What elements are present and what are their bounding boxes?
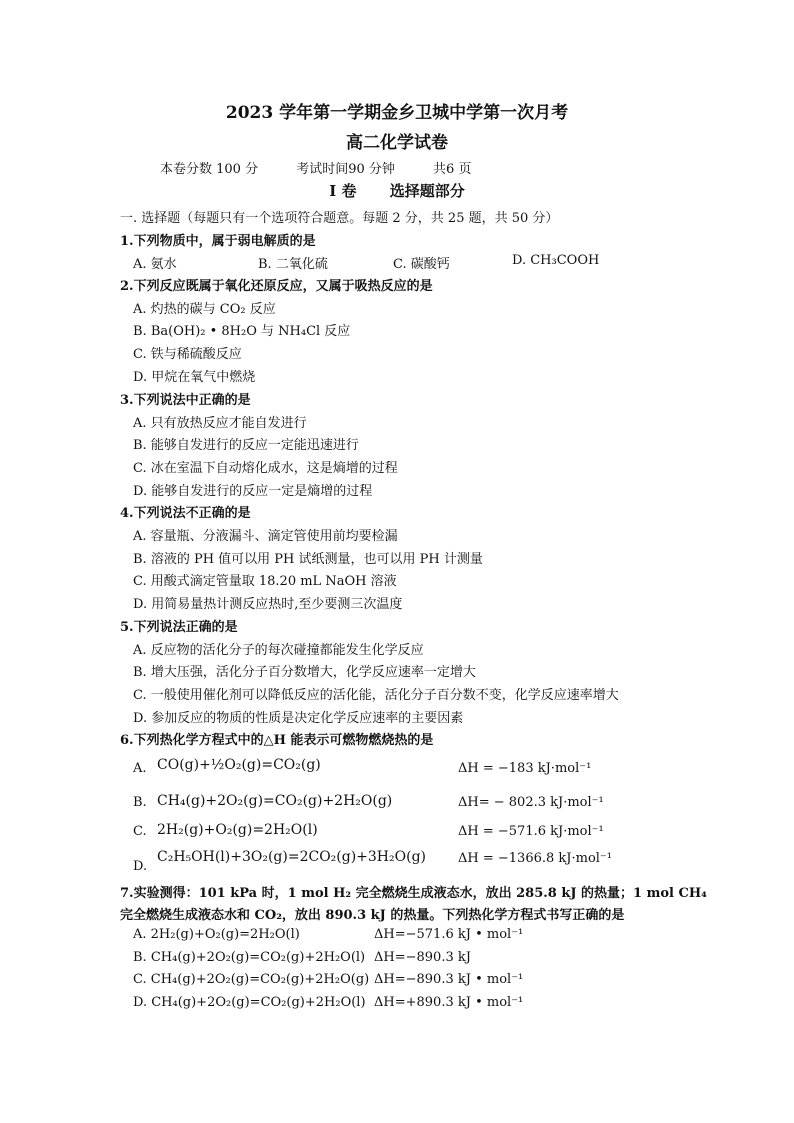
exam-subtitle: 高二化学试卷 <box>346 133 448 153</box>
question-6-dh-c: ΔH = −571.6 kJ·mol⁻¹ <box>458 824 604 839</box>
info-time: 考试时间90 分钟 <box>296 162 395 177</box>
question-6-dh-d: ΔH = −1366.8 kJ·mol⁻¹ <box>458 851 613 866</box>
question-6-stem: 6.下列热化学方程式中的△H 能表示可燃物燃烧热的是 <box>120 733 434 748</box>
question-6-label-c: C. <box>133 824 147 839</box>
question-6-label-d: D. <box>133 859 148 874</box>
question-3-option-c: C. 冰在室温下自动熔化成水，这是熵增的过程 <box>133 461 398 476</box>
question-7-option-b: B. CH₄(g)+2O₂(g)=CO₂(g)+2H₂O(l) <box>133 950 366 965</box>
exam-title: 2023 学年第一学期金乡卫城中学第一次月考 <box>225 103 569 123</box>
question-1-stem: 1.下列物质中，属于弱电解质的是 <box>120 234 316 249</box>
question-6-equation-b: CH₄(g)+2O₂(g)=CO₂(g)+2H₂O(g) <box>157 793 393 809</box>
question-6-label-a: A. <box>133 761 147 776</box>
question-2-stem: 2.下列反应既属于氧化还原反应，又属于吸热反应的是 <box>120 279 433 294</box>
question-7-dh-c: ΔH=−890.3 kJ • mol⁻¹ <box>374 972 524 987</box>
question-1-option-b: B. 二氧化硫 <box>258 257 328 272</box>
question-7-dh-d: ΔH=+890.3 kJ • mol⁻¹ <box>374 995 524 1010</box>
question-6-label-b: B. <box>133 795 147 810</box>
question-3-option-a: A. 只有放热反应才能自发进行 <box>133 416 307 431</box>
question-2-option-d: D. 甲烷在氧气中燃烧 <box>133 370 256 385</box>
question-4-option-a: A. 容量瓶、分液漏斗、滴定管使用前均要检漏 <box>133 529 398 544</box>
question-2-option-a: A. 灼热的碳与 CO₂ 反应 <box>133 302 276 317</box>
question-4-option-c: C. 用酸式滴定管量取 18.20 mL NaOH 溶液 <box>133 574 397 589</box>
info-score: 本卷分数 100 分 <box>160 162 259 177</box>
question-4-option-d: D. 用简易量热计测反应热时,至少要测三次温度 <box>133 597 403 612</box>
question-1-option-d: D. CH₃COOH <box>512 253 600 268</box>
question-5-option-b: B. 增大压强，活化分子百分数增大，化学反应速率一定增大 <box>133 665 476 680</box>
question-3-option-d: D. 能够自发进行的反应一定是熵增的过程 <box>133 484 373 499</box>
question-2-option-c: C. 铁与稀硫酸反应 <box>133 347 242 362</box>
exam-info <box>160 158 505 177</box>
question-6-dh-a: ΔH = −183 kJ·mol⁻¹ <box>458 761 592 776</box>
question-7-dh-b: ΔH=−890.3 kJ <box>374 950 471 965</box>
part-heading <box>0 180 794 201</box>
question-3-stem: 3.下列说法中正确的是 <box>120 393 251 408</box>
question-6-equation-d: C₂H₅OH(l)+3O₂(g)=2CO₂(g)+3H₂O(g) <box>157 849 426 865</box>
question-3-option-b: B. 能够自发进行的反应一定能迅速进行 <box>133 438 359 453</box>
question-7-option-d: D. CH₄(g)+2O₂(g)=CO₂(g)+2H₂O(l) <box>133 995 366 1010</box>
question-1-option-a: A. 氨水 <box>133 257 177 272</box>
question-6-dh-b: ΔH= − 802.3 kJ·mol⁻¹ <box>458 795 604 810</box>
question-7-dh-a: ΔH=−571.6 kJ • mol⁻¹ <box>374 927 524 942</box>
question-4-option-b: B. 溶液的 PH 值可以用 PH 试纸测量，也可以用 PH 计测量 <box>133 552 483 567</box>
question-7-option-c: C. CH₄(g)+2O₂(g)=CO₂(g)+2H₂O(g) <box>133 972 370 987</box>
question-7-option-a: A. 2H₂(g)+O₂(g)=2H₂O(l) <box>133 927 300 942</box>
part-name: 选择题部分 <box>389 182 465 200</box>
question-1-option-c: C. 碳酸钙 <box>393 257 450 272</box>
info-pages: 共6 页 <box>433 162 472 177</box>
question-6-equation-c: 2H₂(g)+O₂(g)=2H₂O(l) <box>157 822 318 838</box>
question-6-equation-a: CO(g)+½O₂(g)=CO₂(g) <box>157 757 321 773</box>
question-2-option-b: B. Ba(OH)₂ • 8H₂O 与 NH₄Cl 反应 <box>133 324 351 339</box>
question-4-stem: 4.下列说法不正确的是 <box>120 506 251 521</box>
section-heading: 一. 选择题（每题只有一个选项符合题意。每题 2 分，共 25 题，共 50 分） <box>120 211 559 226</box>
question-5-stem: 5.下列说法正确的是 <box>120 620 238 635</box>
question-5-option-d: D. 参加反应的物质的性质是决定化学反应速率的主要因素 <box>133 711 464 726</box>
question-5-option-a: A. 反应物的活化分子的每次碰撞都能发生化学反应 <box>133 643 424 658</box>
question-7-stem-line2: 完全燃烧生成液态水和 CO₂，放出 890.3 kJ 的热量。下列热化学方程式书写正确的是 <box>120 908 625 923</box>
question-7-stem-line1: 7.实验测得：101 kPa 时，1 mol H₂ 完全燃烧生成液态水，放出 285.8 kJ 的热量；1 mol CH₄ <box>120 886 707 901</box>
question-5-option-c: C. 一般使用催化剂可以降低反应的活化能，活化分子百分数不变，化学反应速率增大 <box>133 688 619 703</box>
part-number: I 卷 <box>329 182 357 200</box>
